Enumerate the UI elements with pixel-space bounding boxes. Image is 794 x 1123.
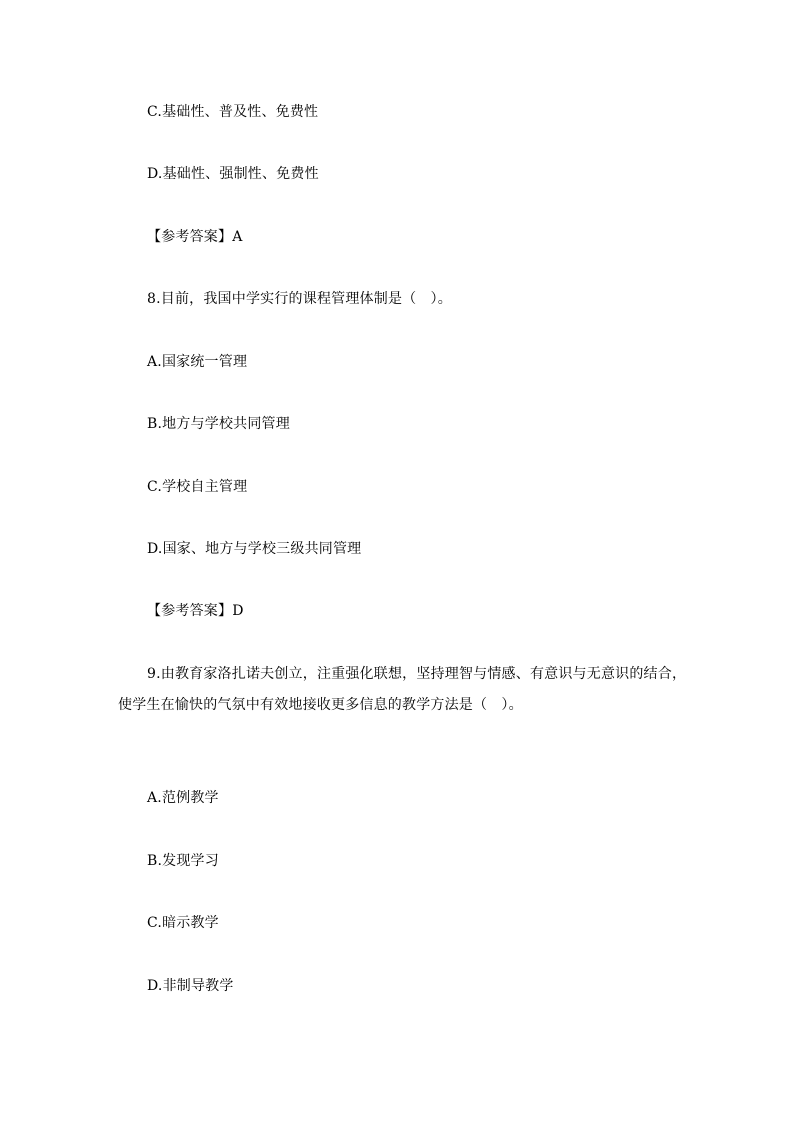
q7-answer: 【参考答案】A [147, 229, 243, 245]
q9-option-b: B.发现学习 [147, 853, 219, 869]
q7-option-c: C.基础性、普及性、免费性 [147, 104, 319, 120]
q9-option-c: C.暗示教学 [147, 915, 219, 931]
q8-option-d: D.国家、地方与学校三级共同管理 [147, 541, 362, 557]
q8-question: 8.目前，我国中学实行的课程管理体制是（ ）。 [147, 291, 452, 307]
q8-answer: 【参考答案】D [147, 603, 244, 619]
q9-question-line-1: 9.由教育家洛扎诺夫创立，注重强化联想，坚持理智与情感、有意识与无意识的结合， [147, 666, 687, 682]
q8-option-c: C.学校自主管理 [147, 479, 248, 495]
q9-option-d: D.非制导教学 [147, 978, 234, 994]
q9-question-line-2: 使学生在愉快的气氛中有效地接收更多信息的教学方法是（ ）。 [118, 697, 523, 713]
q7-option-d: D.基础性、强制性、免费性 [147, 166, 319, 182]
q9-option-a: A.范例教学 [147, 790, 219, 806]
q8-option-a: A.国家统一管理 [147, 354, 248, 370]
q8-option-b: B.地方与学校共同管理 [147, 416, 290, 432]
